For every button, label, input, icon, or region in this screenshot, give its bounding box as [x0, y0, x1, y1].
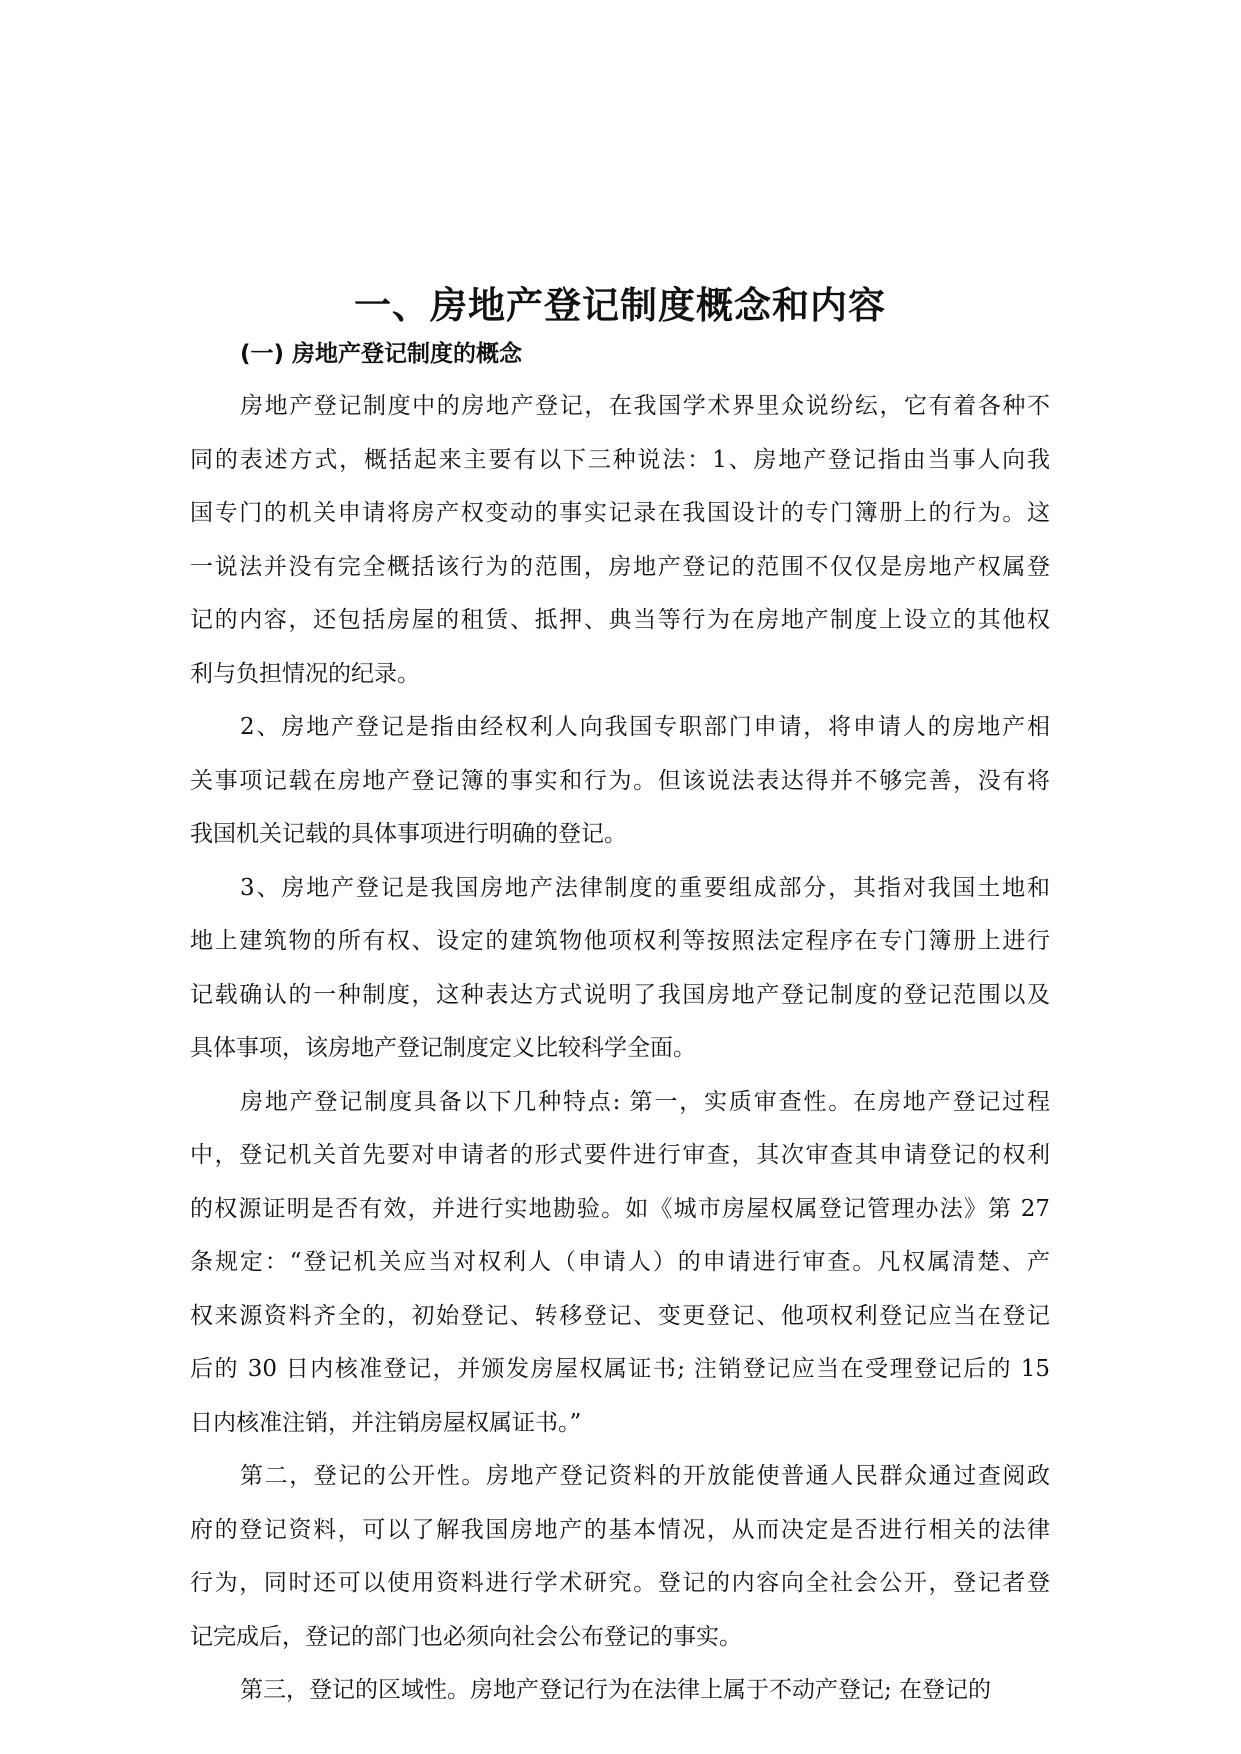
text-line: 利与负担情况的纪录。 [190, 660, 420, 687]
paragraph-1 [190, 380, 1050, 701]
text-line: 关事项记载在房地产登记簿的事实和行为。但该说法表达得并不够完善，没有将 [190, 767, 1050, 794]
text-line: 一说法并没有完全概括该行为的范围，房地产登记的范围不仅仅是房地产权属登 [190, 553, 1050, 580]
text-line: 具体事项，该房地产登记制度定义比较科学全面。 [190, 1035, 696, 1061]
text-line: 记载确认的一种制度，这种表达方式说明了我国房地产登记制度的登记范围以及 [190, 981, 1050, 1008]
text-line: 同的表述方式，概括起来主要有以下三种说法：1、房地产登记指由当事人向我 [190, 446, 1050, 473]
paragraph-3 [190, 862, 1050, 1076]
text-line: 2、房地产登记是指由经权利人向我国专职部门申请，将申请人的房地产相 [240, 714, 1050, 740]
text-line: 3、房地产登记是我国房地产法律制度的重要组成部分，其指对我国土地和 [240, 874, 1050, 901]
paragraph-6 [190, 1664, 1050, 1718]
text-line: 记完成后，登记的部门也必须向社会公布登记的事实。 [190, 1623, 742, 1650]
text-line: 日内核准注销，并注销房屋权属证书。” [190, 1409, 582, 1436]
text-line: 行为，同时还可以使用资料进行学术研究。登记的内容向全社会公开，登记者登 [190, 1570, 1050, 1596]
text-line: 后的 30 日内核准登记，并颁发房屋权属证书; 注销登记应当在受理登记后的 15 [190, 1356, 1050, 1382]
document-title: 一、房地产登记制度概念和内容 [354, 283, 886, 327]
section-heading: (一) 房地产登记制度的概念 [240, 341, 523, 367]
text-line: 条规定：“登记机关应当对权利人（申请人）的申请进行审查。凡权属清楚、产 [190, 1249, 1050, 1275]
text-line: 国专门的机关申请将房产权变动的事实记录在我国设计的专门簿册上的行为。这 [190, 500, 1050, 526]
text-line: 的权源证明是否有效，并进行实地勘验。如《城市房屋权属登记管理办法》第 27 [190, 1195, 1050, 1222]
paragraph-2 [190, 701, 1050, 862]
text-line: 房地产登记制度具备以下几种特点: 第一，实质审查性。在房地产登记过程 [240, 1088, 1050, 1115]
text-line: 房地产登记制度中的房地产登记，在我国学术界里众说纷纭，它有着各种不 [240, 393, 1050, 419]
text-line: 我国机关记载的具体事项进行明确的登记。 [190, 821, 627, 847]
text-line: 地上建筑物的所有权、设定的建筑物他项权利等按照法定程序在专门簿册上进行 [190, 928, 1050, 954]
text-line: 第三，登记的区域性。房地产登记行为在法律上属于不动产登记; 在登记的 [240, 1677, 992, 1703]
text-line: 权来源资料齐全的，初始登记、转移登记、变更登记、他项权利登记应当在登记 [190, 1302, 1050, 1329]
text-line: 府的登记资料，可以了解我国房地产的基本情况，从而决定是否进行相关的法律 [190, 1516, 1050, 1543]
body-text [190, 380, 1050, 1718]
text-line: 中，登记机关首先要对申请者的形式要件进行审查，其次审查其申请登记的权利 [190, 1142, 1050, 1168]
paragraph-4 [190, 1076, 1050, 1451]
text-line: 第二，登记的公开性。房地产登记资料的开放能使普通人民群众通过查阅政 [240, 1463, 1050, 1489]
text-line: 记的内容，还包括房屋的租赁、抵押、典当等行为在房地产制度上设立的其他权 [190, 607, 1050, 633]
paragraph-5 [190, 1450, 1050, 1664]
